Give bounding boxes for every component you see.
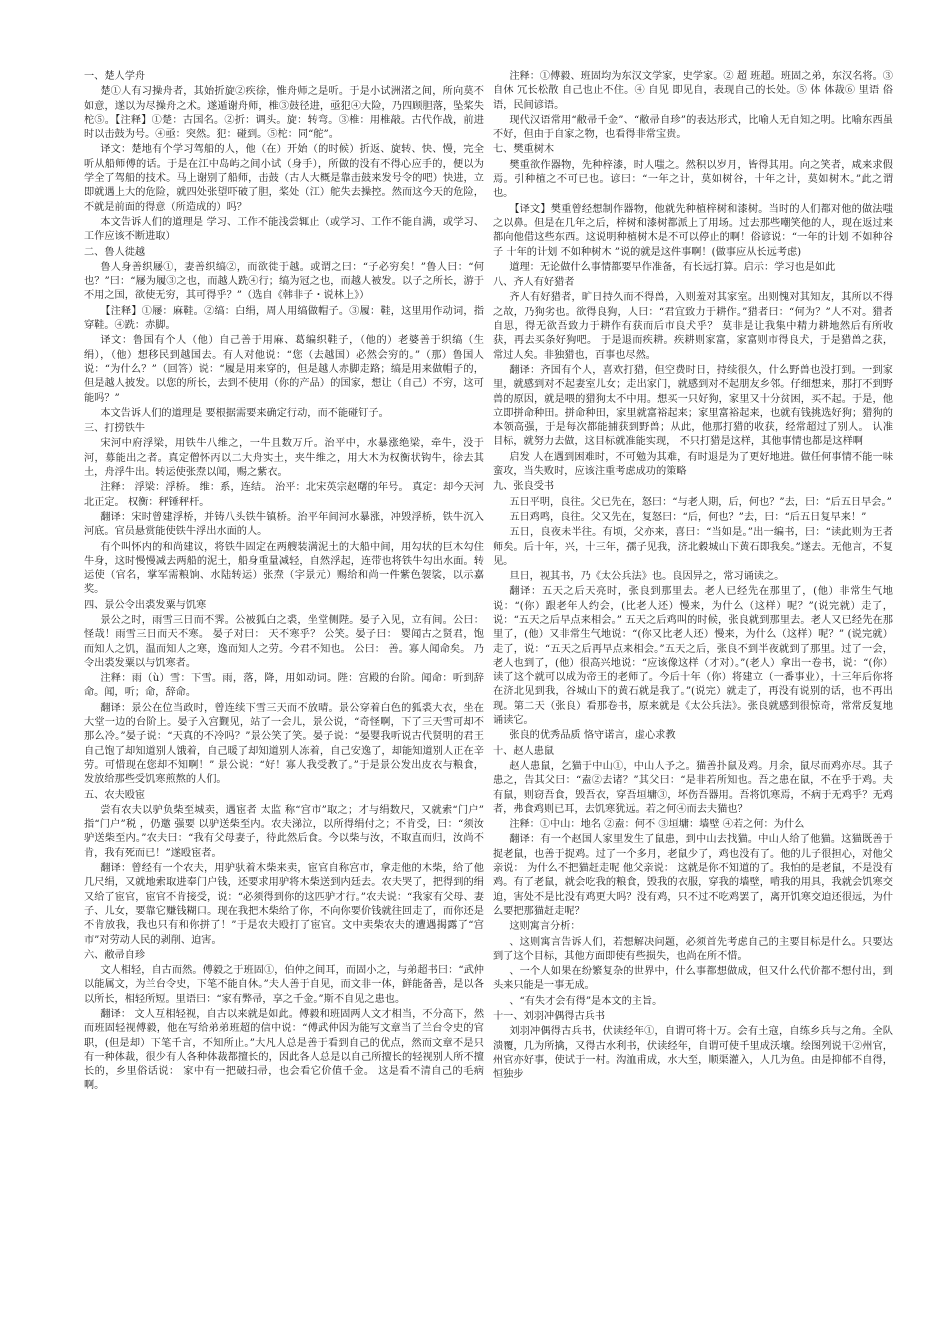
paragraph: 宋河中府浮梁，用铁牛八维之，一牛且数万斤。治平中，水暴涨绝梁，牵牛，没于河，募能出之者。真定僧怀丙以二大舟实土，夹牛维之，用大木为权衡状钩牛，徐去其土，舟浮牛出。转运使张焘以闻，赐之紫衣。 [84,438,484,479]
paragraph: 楚①人有习操舟者，其始折旋②疾徐，惟舟师之是听。于是小试洲渚之间，所向莫不如意，遂以为尽操舟之术。遂遁谢舟师，椎③鼓径进，亟犯④大险，乃四顾胆落，坠桨失柁⑤。【注释】①楚：古国名。②折：调头。旋：转弯。③椎：用椎敲。古代作战，前进时以击鼓为号。④亟：突然。犯：碰到。⑤柁：同“舵”。 [84,86,484,141]
paragraph: 有个叫怀内的和尚建议，将铁牛固定在两艘装满泥土的大船中间，用勾状的巨木勾住牛身，这时慢慢减去两船的泥土，船身重量减轻，自然浮起，连带也将铁牛勾出水面。转运使（官名，掌军需粮饷、水陆转运）张焘（字景元）赐给和尚一件紫色袈裟，以示嘉奖。 [84,541,484,596]
paragraph: 鲁人身善织屦①，妻善织缟②，而欲徙于越。或谓之曰：“子必穷矣！”鲁人曰：“何也？”曰：“屦为履③之也，而越人跣④行；缟为冠之也，而越人被发。以子之所长，游于不用之国，欲使无穷，其可得乎？”（选自《韩非子・说林上》） [84,261,484,302]
right-column [493,70,893,1330]
paragraph: 樊重欲作器物，先种梓漆，时人嗤之。然积以岁月，皆得其用。向之笑者，咸来求假焉。引种植之不可已也。谚曰：“一年之计，莫如树谷，十年之计，莫如树木。”此之谓也。 [493,159,893,200]
paragraph: 、“有失才会有得”是本文的主旨。 [509,995,663,1007]
paragraph: 张良的优秀品质 恪守诺言，虚心求教 [509,730,676,742]
paragraph: 注释： 浮梁：浮桥。 维：系，连结。 治平：北宋英宗赵曙的年号。 真定：却今天河北正定。 权衡：秤锤秤杆。 [84,482,484,508]
paragraph: 翻译：齐国有个人，喜欢打猎，但空费时日，持续很久，什么野兽也没打到。一到家里，就感到对不起妻室儿女；走出家门，就感到对不起朋友乡邻。仔细想来，那打不到野兽的原因，就是喂的猎狗太不中用。想买一只好狗，家里又十分贫困，买不起。于是，他立即拼命种田。拼命种田，家里就富裕起来；家里富裕起来，也就有钱挑选好狗；猎狗的本领高强，于是每次都能捕获到野兽；从此，他那打猎的收获，经常超过了别人。 认准目标，就努力去做，这目标就准能实现， 不只打猎是这样，其他事情也都是这样啊 [493,364,893,448]
paragraph: 翻译：五天之后天亮时，张良到那里去。老人已经先在那里了，(他）非常生气地说：“(你）跟老年人约会，(比老人还）慢来，为什么（这样）呢？”(说完就）走了，说：“五天之后早点来相会。” 五天之后鸡叫的时候，张良就到那里去。老人又已经先在那里了，(他）又非常生气地说：“(你又比老人还）慢来，为什么（这样）呢？” (说完就）走了，说：“五天之后再早点来相会。”五天之后，张良不到半夜就到了那里。过了一会，老人也到了，(他）很高兴地说：“应该像这样（才对）。”(老人）拿出一卷书，说：“(你）读了这个就可以成为帝王的老师了。今后十年（你）将建立（一番事业），十三年后你将在济北见到我，谷城山下的黄石就是我了。”(说完）就走了，再没有说别的话，也不再出现。第二天（张良）看那卷书，原来就是《太公兵法》。张良就感到很惊奇，常常反复地诵读它。 [493,586,893,727]
paragraph: 现代汉语常用“敝帚千金”、“敝帚自珍”的表达形式，比喻人无自知之明。比喻东西虽不好，但由于自家之物，也看得非常宝贵。 [493,114,893,141]
paragraph: 【译文】樊重曾经想制作器物，他就先种植梓树和漆树。当时的人们都对他的做法嗤之以鼻。但是在几年之后，梓树和漆树都派上了用场。过去那些嘲笑他的人，现在返过来都向他借这些东西。这说明种植树木是不可以停止的啊！俗谚说：“一年的计划 不如种谷子 十年的计划 不如种树木 ”说的就是这件事啊！(做事应从长远考虑) [493,203,893,258]
paragraph: 注释：①中山：地名 ②盍：何不 ③垣墉：墙壁 ④若之何：为什么 [509,819,805,831]
paragraph: 刘羽冲偶得古兵书，伏读经年①，自谓可将十万。会有土寇，自练乡兵与之角。全队溃覆，几为所擒，又得古水利书，伏读经年，自谓可使千里成沃壤。绘图列说干②州官，州官亦好事，使试于一村。沟洫甫成，水大至，顺渠灌入，人几为鱼。由是抑郁不自得，恒独步 [493,1026,893,1081]
paragraph: 道理：无论做什么事情都要早作准备，有长远打算。启示：学习也是如此 [509,261,836,273]
paragraph: 尝有农夫以驴负柴至城卖，遇宦者 太监 称“宫市”取之；才与绢数尺，又就索“门户” 指“门户”税 ，仍邀 强要 以驴送柴至内。农夫涕泣，以所得绢付之；不肯受，曰：“须汝驴送柴至内。”农夫曰：“我有父母妻子，待此然后食。今以柴与汝，不取直而归，汝尚不肯，我有死而已！”遂殴宦者。 [84,804,484,859]
section-heading: 三、打捞铁牛 [84,423,146,435]
paragraph: 译文：鲁国有个人（他）自己善于用麻、葛编织鞋子，（他的）老婆善于织缟（生绢），（他）想移民到越国去。有人对他说：“您（去越国）必然会穷的。”（那）鲁国人说：“为什么？”（回答）说：“履是用来穿的，但是越人赤脚走路；缟是用来做帽子的，但是越人披发。以您的所长，去到不使用（你的产品）的国家，想让（自己）不穷，这可能吗？” [84,335,484,404]
paragraph: 这则寓言分析： [509,921,581,933]
paragraph: 五日鸡鸣，良往。父又先在，复怒曰：“后，何也？”去，曰：“后五日复早来！” [509,511,867,523]
paragraph: 五日，良夜未半往。有顷，父亦来，喜曰：“当如是。”出一编书，曰：“读此则为王者师矣。后十年，兴，十三年，孺子见我，济北穀城山下黄石即我矣。”遂去。无他言，不复见。 [493,527,893,567]
paragraph: 本文告诉人们的道理是 学习、工作不能浅尝辄止（或学习、工作不能自满，或学习、工作应该不断进取） [84,216,484,243]
section-heading: 四、景公令出裘发粟与饥寒 [84,599,207,611]
paragraph: 启发 人在遇到困难时，不可勉为其难，有时退是为了更好地进。做任何事情不能一味蛮攻，当失败时，应该注重考虑成功的策略 [493,451,893,478]
paragraph: 、一个人如果在纷繁复杂的世界中，什么事都想做成，但又什么代价都不想付出，到头来只能是一事无成。 [493,966,893,992]
paragraph: 赵人患鼠，乞猫于中山①，中山人予之。猫善扑鼠及鸡。月余，鼠尽而鸡亦尽。其子患之，告其父曰：“盍②去诸？”其父曰：“是非若所知也。吾之患在鼠，不在乎于鸡。夫有鼠，则窃吾食，毁吾衣，穿吾垣墉③，坏伤吾器用。吾将饥寒焉，不病于无鸡乎？无鸡者，弗食鸡则已耳，去饥寒犹远。若之何④而去夫猫也？ [493,760,893,815]
paragraph: 翻译：宋时曾建浮桥，并铸八头铁牛镇桥。治平年间河水暴涨，冲毁浮桥，铁牛沉入河底。官员悬赏能使铁牛浮出水面的人。 [84,511,484,538]
paragraph: 译文：楚地有个学习驾船的人，他（在）开始（的时候）折返、旋转、快、慢，完全听从船师傅的话。于是在江中岛屿之间小试（身手），所做的没有不得心应手的，便以为学全了驾船的技术。马上谢别了船师，击鼓（古人大概是靠击鼓来发号令的吧）快进，立即就遇上大的危险，就四处张望吓破了胆，桨处（江）舵失去操控。然而这今天的危险，不就是前面的得意（所造成的）吗？ [84,144,484,213]
paragraph: 文人相轻，自古而然。傅毅之于班固①，伯仲之间耳，而固小之，与弟超书曰：“武仲以能属文，为兰台令史，下笔不能自休。”夫人善于自见，而文非一体，鲜能备善，是以各以所长，相轻所短。里语曰：“家有弊帚，享之千金。”斯不自见之患也。 [84,965,484,1005]
paragraph: 翻译：景公在位当政时，曾连续下雪三天而不放晴。景公穿着白色的狐裘大衣，坐在大堂一边的台阶上。晏子入宫觐见，站了一会儿，景公说，“奇怪啊，下了三天雪可却不那么冷。”晏子说：“天真的不冷吗？”景公笑了笑。晏子说：“晏婴我听说古代贤明的君王自己饱了却知道别人饿着，自己暖了却知道别人冻着，自己安逸了，却能知道别人正在辛劳。可惜现在您却不知啊！” 景公说：“好！寡人我受教了。”于是景公发出皮衣与粮食，发放给那些受饥寒煎熬的人们。 [84,702,484,786]
paragraph: 注释：雨（ù）雪：下雪。雨，落，降，用如动词。陛：宫殿的台阶。闻命：听到辞命。闻，听；命，辞命。 [84,673,484,699]
paragraph: 本文告诉人们的道理是 要根据需要来确定行动，而不能碰钉子。 [100,407,389,419]
section-heading: 十、赵人患鼠 [493,745,555,757]
section-heading: 一、楚人学舟 [84,71,146,82]
paragraph: 【注释】①屦：麻鞋。②缟：白绢，周人用缟做帽子。③履：鞋，这里用作动词，指穿鞋。④跣：赤脚。 [84,305,484,332]
paragraph: 景公之时，雨雪三日而不霁。公被狐白之裘，坐堂侧陛。晏子入见，立有间。公曰： 怪哉！雨雪三日而天不寒。 晏子对曰： 天不寒乎？ 公笑。晏子曰： 婴闻古之贤君，饱而知人之饥，温而知人之寒，逸而知人之劳。今君不知也。 公曰： 善。寡人闻命矣。 乃令出裘发粟以与饥寒者。 [84,614,484,669]
paragraph: 、这则寓言告诉人们，若想解决问题，必须首先考虑自己的主要目标是什么。只要达到了这个目标，其他方面即使有些损失，也尚在所不惜。 [493,936,893,962]
section-heading: 五、农夫殴宦 [84,789,146,801]
section-heading: 八、齐人有好猎者 [493,277,575,289]
paragraph: 翻译： 文人互相轻视，自古以来就是如此。傅毅和班固两人文才相当，不分高下，然而班固轻视傅毅，他在写给弟弟班超的信中说：“傅武仲因为能写文章当了兰台令史的官职，(但是却）下笔千言，不知所止。”大凡人总是善于看到自己的优点，然而文章不是只有一种体裁，很少有人各种体裁都擅长的，因此各人总是以自己所擅长的轻视别人所不擅长的，乡里俗话说： 家中有一把破扫帚，也会看它价值千金。 这是看不清自己的毛病啊。 [84,1009,484,1092]
paragraph: 五日平明，良往。父已先在，怒曰：“与老人期，后，何也？”去，曰：“后五日早会。” [509,496,892,508]
left-column [84,70,484,1330]
section-heading: 十一、刘羽冲偶得古兵书 [493,1011,606,1022]
section-heading: 二、鲁人徙越 [84,246,146,258]
paragraph: 旦日，视其书，乃《太公兵法》也。良因异之，常习诵读之。 [509,571,785,583]
section-heading: 七、樊重树木 [493,144,555,156]
section-heading: 九、张良受书 [493,481,555,493]
paragraph: 注释：①傅毅、班固均为东汉文学家，史学家。② 超 班超。班固之弟，东汉名将。③ 自休 冗长松散 自己也止不住。④ 自见 即见自，表现自己的长处。⑤ 体 体裁⑥ 里语 俗语，民间谚语。 [493,71,893,111]
paragraph: 翻译：曾经有一个农夫，用驴驮着木柴来卖，宦官自称宫市，拿走他的木柴，给了他几尺绢，又就地索取进奉门户钱，还要求用驴将木柴送到内廷去。农夫哭了，把得到的绢又给了宦官，宦官不肯接受，说：“必须得到你的这匹驴才行。”农夫说：“我家有父母、妻子、儿女，要靠它赚钱糊口。现在我把木柴给了你，不向你要价钱就往回走了，而你还是不肯放我，我也只有和你拼了！”于是农夫殴打了宦官。文中卖柴农夫的遭遇揭露了“宫市”对劳动人民的剥削、迫害。 [84,863,484,946]
paragraph: 齐人有好猎者，旷日持久而不得兽，入则羞对其家室。出则愧对其知友，其所以不得之故，乃狗劣也。欲得良狗，人曰：“君宜致力于耕作。”猎者曰：“何为？”人不对。猎者自思，得无欲吾致力于耕作有获而后市良犬乎？ 莫非是让我集中精力耕地然后有所收获，再去买条好狗吧。 于是退而疾耕。疾耕则家富，家富则市得良犬，于是猎兽之获，常过人矣。非独猎也，百事也尽然。 [493,292,893,361]
section-heading: 六、敝帚自珍 [84,949,146,961]
paragraph: 翻译：有一个赵国人家里发生了鼠患，到中山去找猫。中山人给了他猫。这猫既善于捉老鼠，也善于捉鸡。过了一个多月，老鼠少了，鸡也没有了。他的儿子很担心，对他父亲说： 为什么不把猫赶走呢 他父亲说： 这就是你不知道的了。我怕的是老鼠，不是没有鸡。有了老鼠，就会吃我的粮食，毁我的衣服，穿我的墙壁，啃我的用具，我就会饥寒交迫，害处不是比没有鸡更大吗？没有鸡，只不过不吃鸡罢了，离开饥寒交迫还很远，为什么要把那猫赶走呢？ [493,834,893,917]
